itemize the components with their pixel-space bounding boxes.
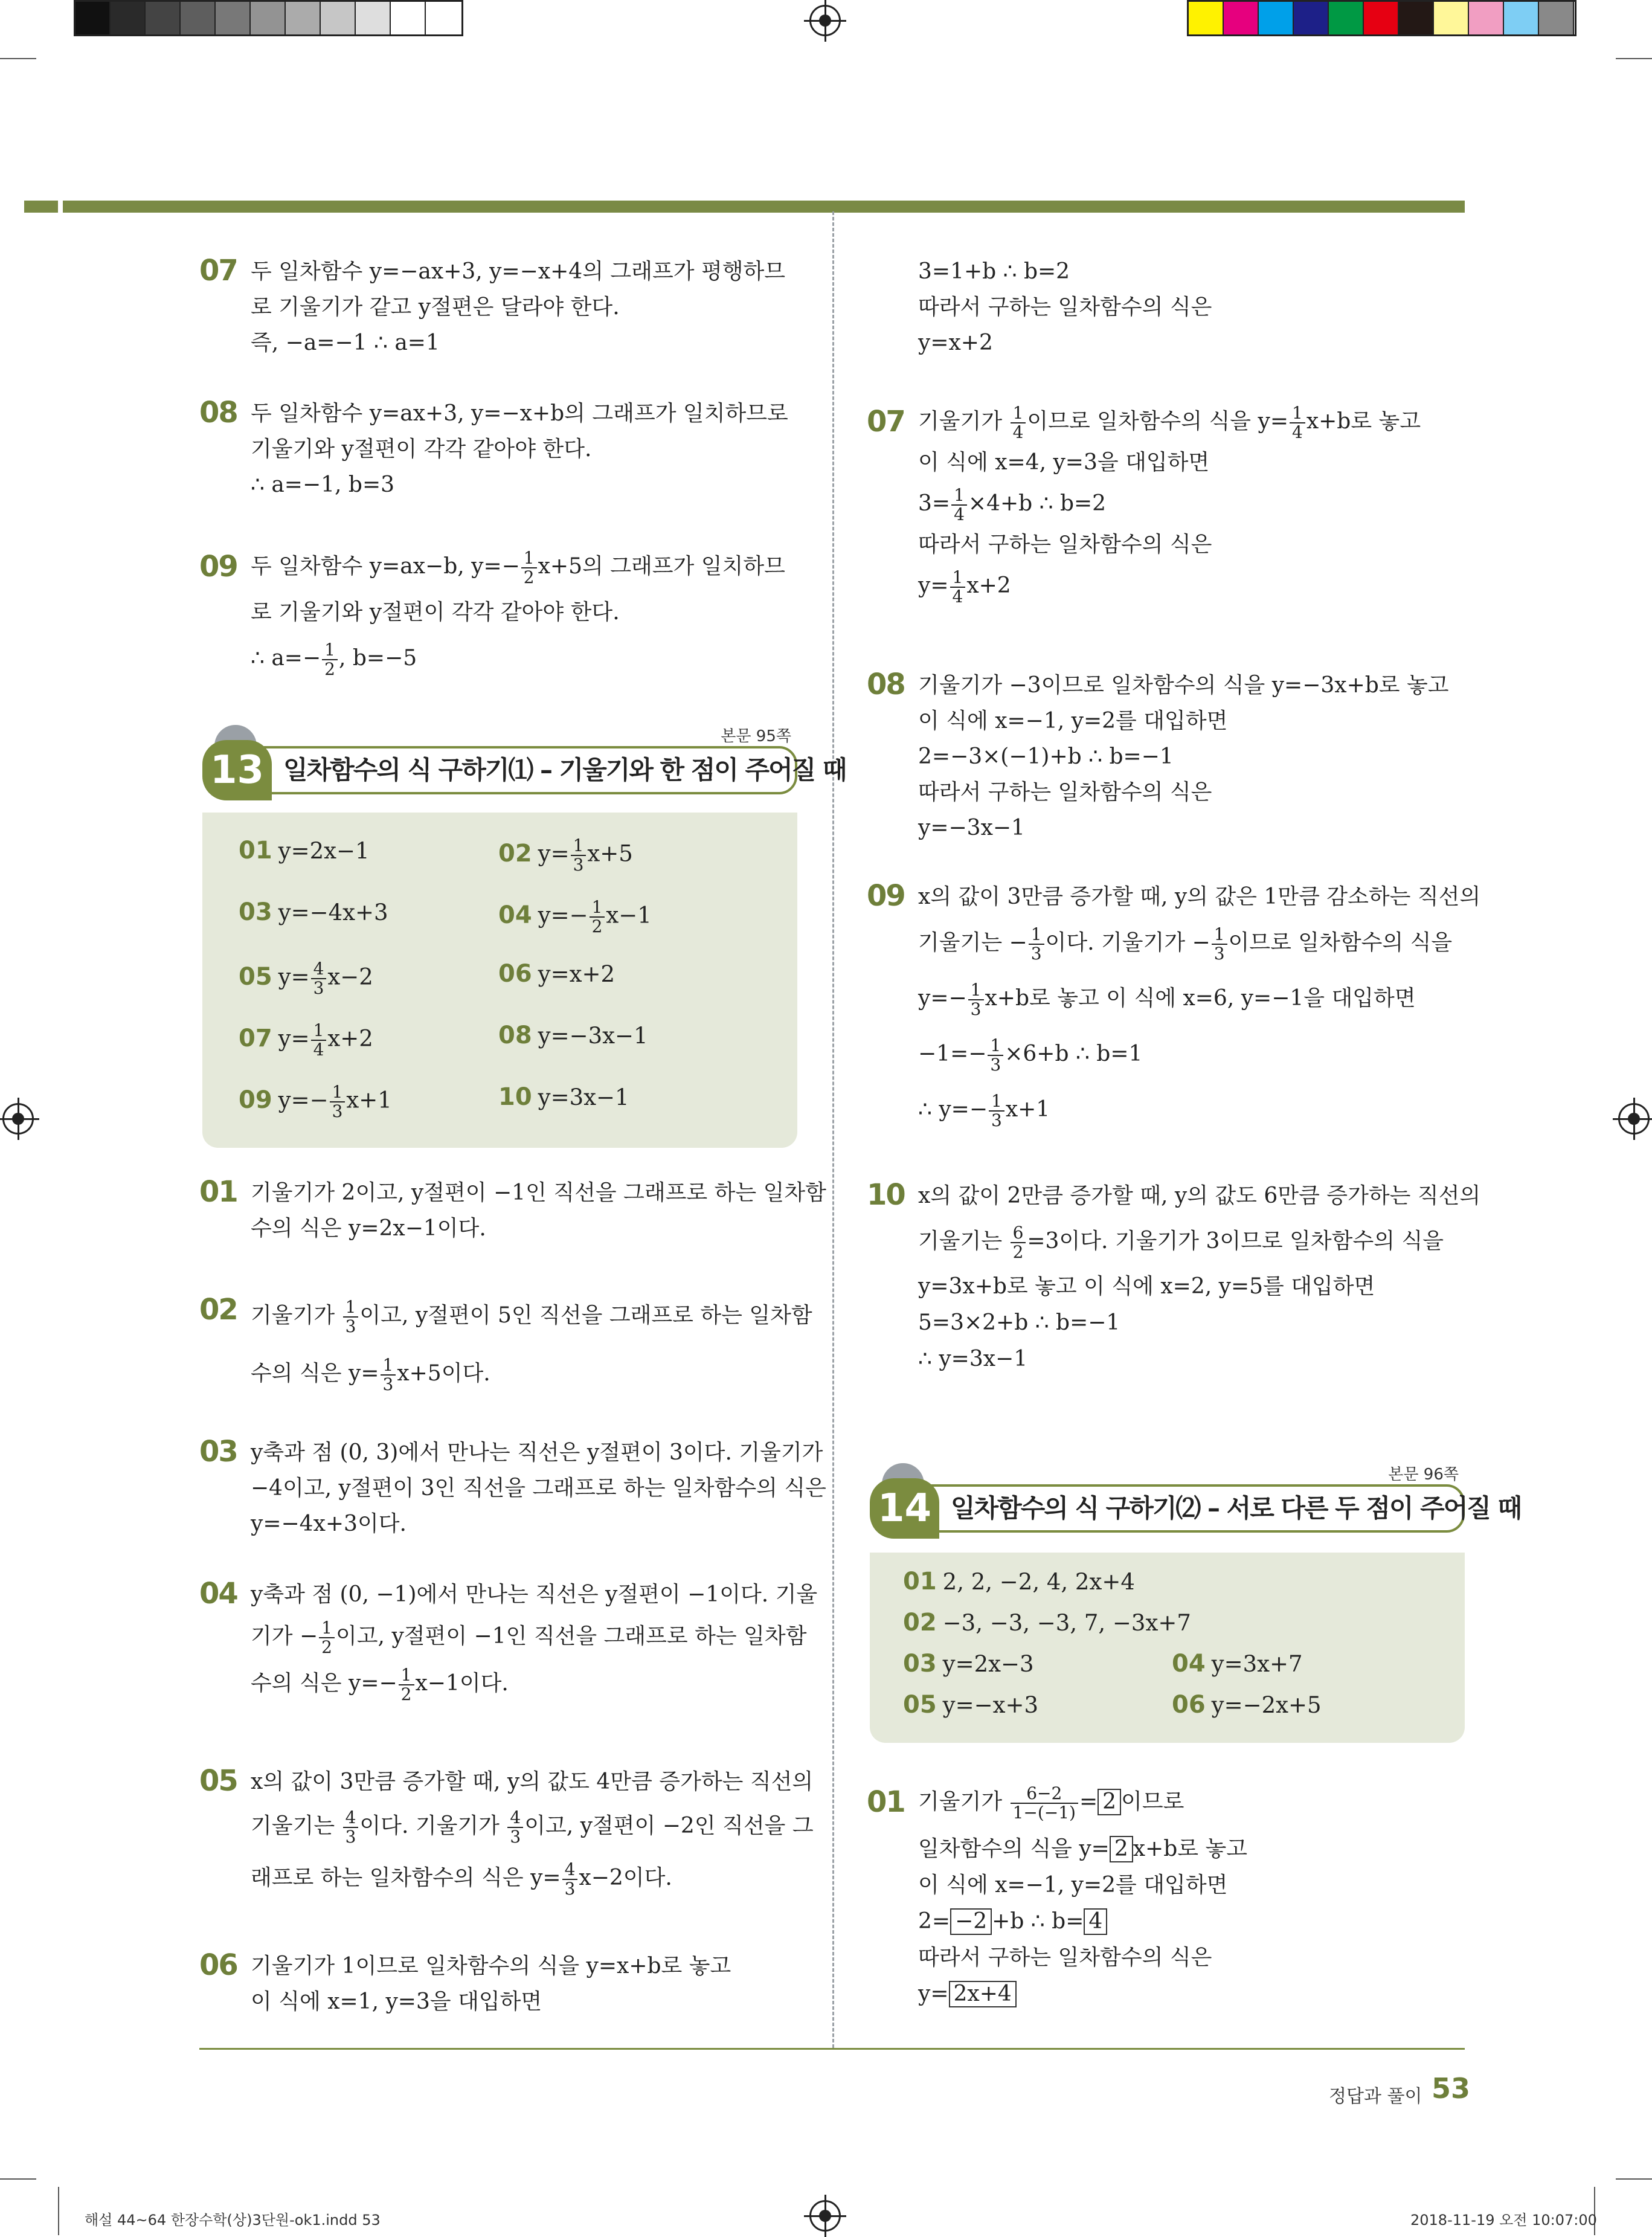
text-line: y=− $\frac{1}{3}$ x+b로 놓고 이 식에 x=6, y=−1을 대입하면 bbox=[918, 980, 1416, 1019]
solution-10 bbox=[867, 1178, 1481, 1377]
answer-number: 08 bbox=[498, 1022, 532, 1049]
answer-number: 02 bbox=[903, 1609, 937, 1637]
color-swatch bbox=[251, 2, 286, 34]
section-number-badge: 14 bbox=[870, 1478, 939, 1539]
solution-03 bbox=[199, 1435, 826, 1542]
text-line: 2= −2 +b ∴ b= 4 bbox=[918, 1904, 1471, 1940]
crop-mark bbox=[0, 2178, 36, 2180]
solution-05 bbox=[199, 1764, 814, 1904]
text-line: 기울기는 $\frac{4}{3}$ 이다. 기울기가 $\frac{4}{3}$ 이고, y절편이 −2인 직선을 그 bbox=[251, 1807, 814, 1847]
answer-number: 06 bbox=[1172, 1691, 1206, 1719]
crop-mark bbox=[0, 58, 36, 59]
text-line: 두 일차함수 y=−ax+3, y=−x+4의 그래프가 평행하므 bbox=[251, 259, 786, 284]
timestamp: 2018-11-19 오전 10:07:00 bbox=[1410, 2212, 1597, 2229]
text-line: −1=− $\frac{1}{3}$ ×6+b ∴ b=1 bbox=[918, 1035, 1143, 1075]
answer-number: 07 bbox=[239, 1024, 272, 1052]
text-line: 2=−3×(−1)+b ∴ b=−1 bbox=[918, 744, 1174, 769]
registration-mark-right bbox=[1618, 1103, 1650, 1135]
answer-text: y= bbox=[278, 1025, 310, 1052]
answer-box-13 bbox=[202, 813, 797, 1148]
text-line: y=x+2 bbox=[918, 330, 993, 355]
problem-number: 08 bbox=[867, 668, 905, 701]
text-line: 따라서 구하는 일차함수의 식은 bbox=[918, 295, 1212, 320]
text-line: 기울기가 −3이므로 일차함수의 식을 y=−3x+b로 놓고 bbox=[918, 673, 1449, 698]
crop-mark bbox=[1616, 58, 1652, 59]
text-line: y축과 점 (0, −1)에서 만나는 직선은 y절편이 −1이다. 기울 bbox=[251, 1582, 818, 1607]
answer-item bbox=[903, 1650, 1034, 1678]
answer-text: x−1 bbox=[606, 902, 652, 929]
text-line: 3=1+b ∴ b=2 bbox=[918, 259, 1070, 284]
answer-item bbox=[498, 1083, 629, 1111]
solution-06 bbox=[199, 1948, 797, 2020]
text-line: y=3x+b로 놓고 이 식에 x=2, y=5를 대입하면 bbox=[918, 1274, 1375, 1299]
color-swatch bbox=[391, 2, 426, 34]
answer-item bbox=[498, 1022, 648, 1049]
problem-number: 07 bbox=[199, 254, 237, 288]
text-line: 로 기울기와 y절편이 각각 같아야 한다. bbox=[251, 600, 620, 625]
page-reference: 본문 95쪽 bbox=[721, 727, 791, 745]
text-line: 이 식에 x=−1, y=2를 대입하면 bbox=[918, 709, 1228, 733]
registration-mark-left bbox=[2, 1103, 34, 1135]
crop-mark bbox=[1616, 2178, 1652, 2180]
color-swatch bbox=[1259, 2, 1294, 34]
text-line: ∴ y=3x−1 bbox=[918, 1347, 1028, 1371]
answer-box: −2 bbox=[950, 1908, 992, 1935]
answer-number: 04 bbox=[1172, 1650, 1206, 1678]
text-line: 기울기가 $\frac{1}{4}$ 이므로 일차함수의 식을 y= $\frac{1}{4}$ x+b로 놓고 bbox=[918, 403, 1421, 442]
answer-item bbox=[903, 1691, 1038, 1719]
text-line: y=−3x−1 bbox=[918, 816, 1025, 840]
answer-number: 02 bbox=[498, 839, 532, 867]
answer-number: 03 bbox=[903, 1650, 937, 1678]
cmyk-color-bar bbox=[1187, 0, 1576, 36]
column-divider bbox=[832, 211, 834, 2048]
problem-number: 10 bbox=[867, 1178, 905, 1212]
color-swatch bbox=[181, 2, 216, 34]
section-13-header bbox=[202, 713, 846, 816]
text-line: y= 2x+4 bbox=[918, 1976, 1471, 2012]
answer-item: 07 y= $\frac{1}{4}$ x+2 bbox=[239, 1020, 373, 1060]
color-swatch bbox=[76, 2, 111, 34]
color-swatch bbox=[1434, 2, 1469, 34]
answer-number: 10 bbox=[498, 1083, 532, 1111]
text-line: 수의 식은 y=2x−1이다. bbox=[251, 1216, 486, 1241]
text-line: ∴ a=−1, b=3 bbox=[251, 472, 395, 497]
problem-number: 02 bbox=[199, 1293, 237, 1327]
solution-01 bbox=[867, 1773, 1471, 2012]
answer-item: 04 y=− $\frac{1}{2}$ x−1 bbox=[498, 897, 652, 936]
text-line: 따라서 구하는 일차함수의 식은 bbox=[918, 532, 1212, 557]
answer-number: 06 bbox=[498, 960, 532, 988]
bottom-rule bbox=[199, 2048, 1465, 2050]
text-line: 이 식에 x=1, y=3을 대입하면 bbox=[251, 1989, 542, 2014]
section-title: 일차함수의 식 구하기⑵ – 서로 다른 두 점이 주어질 때 bbox=[924, 1484, 1465, 1533]
answer-item bbox=[903, 1609, 1191, 1637]
section-14-header bbox=[870, 1451, 1522, 1554]
answer-number: 01 bbox=[903, 1568, 937, 1595]
text-line: ∴ a=− $\frac{1}{2}$ , b=−5 bbox=[251, 640, 417, 679]
text-line: x의 값이 3만큼 증가할 때, y의 값도 4만큼 증가하는 직선의 bbox=[251, 1769, 814, 1794]
problem-number: 01 bbox=[867, 1785, 905, 1819]
problem-number: 01 bbox=[199, 1175, 237, 1209]
crop-mark bbox=[58, 2187, 59, 2235]
solution-07 bbox=[199, 254, 797, 361]
answer-number: 01 bbox=[239, 837, 272, 864]
page-number: 53 bbox=[1432, 2072, 1471, 2105]
text-line: 5=3×2+b ∴ b=−1 bbox=[918, 1310, 1120, 1335]
text-line: 수의 식은 y=− $\frac{1}{2}$ x−1이다. bbox=[251, 1665, 509, 1704]
color-swatch bbox=[321, 2, 356, 34]
text-line: 기울기가 1이므로 일차함수의 식을 y=x+b로 놓고 bbox=[251, 1954, 731, 1978]
answer-box: 4 bbox=[1084, 1908, 1107, 1935]
solution-06-continued bbox=[867, 254, 1471, 361]
problem-number: 09 bbox=[867, 879, 905, 913]
text-line: 로 기울기가 같고 y절편은 달라야 한다. bbox=[251, 295, 620, 320]
answer-box: 2x+4 bbox=[949, 1981, 1017, 2007]
color-swatch bbox=[1539, 2, 1574, 34]
answer-text: y=−3x−1 bbox=[538, 1023, 648, 1049]
answer-text: y=− bbox=[278, 1087, 329, 1113]
answer-item bbox=[1172, 1691, 1322, 1719]
text-line: 수의 식은 y= $\frac{1}{3}$ x+5이다. bbox=[251, 1355, 490, 1394]
answer-box-14 bbox=[870, 1553, 1465, 1743]
text-line: 기울기가 $\frac{6-2}{1-(-1)}$ = 2 이므로 bbox=[918, 1783, 1184, 1823]
problem-number: 08 bbox=[199, 396, 237, 430]
text-line: 따라서 구하는 일차함수의 식은 bbox=[918, 780, 1212, 805]
file-info: 해설 44~64 한장수학(상)3단원-ok1.indd 53 bbox=[85, 2212, 381, 2229]
text-line: y축과 점 (0, 3)에서 만나는 직선은 y절편이 3이다. 기울기가 bbox=[251, 1440, 823, 1465]
text-line: x의 값이 2만큼 증가할 때, y의 값도 6만큼 증가하는 직선의 bbox=[918, 1183, 1481, 1208]
answer-text: 2, 2, −2, 4, 2x+4 bbox=[942, 1569, 1135, 1595]
text-line: 3= $\frac{1}{4}$ ×4+b ∴ b=2 bbox=[918, 485, 1107, 524]
problem-number: 09 bbox=[199, 550, 237, 584]
answer-text: x−2 bbox=[327, 964, 373, 990]
page-label: 정답과 풀이 bbox=[1329, 2086, 1422, 2107]
answer-item bbox=[239, 837, 370, 864]
answer-number: 05 bbox=[239, 962, 272, 991]
answer-item bbox=[1172, 1650, 1303, 1678]
text-line: 두 일차함수 y=ax+3, y=−x+b의 그래프가 일치하므로 bbox=[251, 401, 788, 426]
answer-text: y=3x−1 bbox=[538, 1084, 629, 1110]
color-swatch bbox=[356, 2, 391, 34]
solution-08 bbox=[199, 396, 797, 503]
answer-text: y=−2x+5 bbox=[1211, 1692, 1322, 1718]
answer-item: 02 y= $\frac{1}{3}$ x+5 bbox=[498, 835, 633, 875]
problem-number: 03 bbox=[199, 1435, 237, 1469]
text-line: x의 값이 3만큼 증가할 때, y의 값은 1만큼 감소하는 직선의 bbox=[918, 884, 1481, 909]
color-swatch bbox=[1399, 2, 1434, 34]
solution-08 bbox=[867, 668, 1471, 846]
answer-item bbox=[498, 960, 615, 988]
page-reference: 본문 96쪽 bbox=[1388, 1466, 1459, 1484]
answer-text: y=3x+7 bbox=[1211, 1651, 1303, 1677]
text-line: 기가 − $\frac{1}{2}$ 이고, y절편이 −1인 직선을 그래프로 하는 일차함 bbox=[251, 1618, 807, 1657]
answer-number: 04 bbox=[498, 901, 532, 929]
text-line: 기울기와 y절편이 각각 같아야 한다. bbox=[251, 437, 592, 462]
answer-item bbox=[903, 1568, 1135, 1595]
text-line: −4이고, y절편이 3인 직선을 그래프로 하는 일차함수의 식은 bbox=[251, 1476, 826, 1501]
answer-item: 05 y= $\frac{4}{3}$ x−2 bbox=[239, 959, 373, 998]
color-swatch bbox=[1504, 2, 1539, 34]
text-line: 기울기는 $\frac{6}{2}$ =3이다. 기울기가 3이므로 일차함수의 식을 bbox=[918, 1223, 1444, 1262]
solution-09 bbox=[867, 879, 1481, 1138]
color-swatch bbox=[1189, 2, 1224, 34]
text-line: 일차함수의 식을 y= 2 x+b로 놓고 bbox=[918, 1836, 1248, 1861]
answer-text: y=−x+3 bbox=[942, 1692, 1038, 1718]
answer-number: 03 bbox=[239, 898, 272, 926]
answer-number: 09 bbox=[239, 1086, 272, 1114]
text-line: 기울기는 − $\frac{1}{3}$ 이다. 기울기가 − $\frac{1}{3}$ 이므로 일차함수의 식을 bbox=[918, 924, 1453, 964]
text-line: 래프로 하는 일차함수의 식은 y= $\frac{4}{3}$ x−2이다. bbox=[251, 1859, 672, 1899]
text-line: 이 식에 x=−1, y=2를 대입하면 bbox=[918, 1873, 1228, 1897]
problem-number: 04 bbox=[199, 1577, 237, 1611]
color-swatch bbox=[111, 2, 146, 34]
answer-number: 05 bbox=[903, 1691, 937, 1719]
text-line: 즉, −a=−1 ∴ a=1 bbox=[251, 330, 440, 355]
answer-text: x+5 bbox=[587, 840, 633, 867]
color-swatch bbox=[1329, 2, 1364, 34]
solution-02 bbox=[199, 1287, 812, 1403]
answer-text: y=2x−1 bbox=[278, 838, 370, 864]
answer-text: x+1 bbox=[346, 1087, 392, 1113]
section-number-badge: 13 bbox=[202, 740, 272, 800]
header-bar bbox=[24, 201, 1465, 213]
solution-04 bbox=[199, 1577, 818, 1707]
solution-07 bbox=[867, 399, 1471, 609]
answer-text: y=− bbox=[538, 902, 588, 929]
answer-text: y= bbox=[538, 840, 570, 867]
text-line: 두 일차함수 y=ax−b, y=− $\frac{1}{2}$ x+5의 그래프가 일치하므 bbox=[251, 548, 785, 587]
answer-text: −3, −3, −3, 7, −3x+7 bbox=[942, 1610, 1191, 1636]
color-swatch bbox=[216, 2, 251, 34]
text-line: y= $\frac{1}{4}$ x+2 bbox=[918, 567, 1011, 607]
color-swatch bbox=[1364, 2, 1399, 34]
solution-01 bbox=[199, 1175, 826, 1246]
problem-number: 05 bbox=[199, 1764, 237, 1798]
problem-number: 06 bbox=[199, 1948, 237, 1982]
answer-text: x+2 bbox=[327, 1025, 373, 1052]
text-line: y=−4x+3이다. bbox=[251, 1511, 407, 1536]
answer-item bbox=[239, 898, 388, 926]
grayscale-color-bar bbox=[74, 0, 463, 36]
text-line: 이 식에 x=4, y=3을 대입하면 bbox=[918, 450, 1210, 475]
problem-number: 07 bbox=[867, 405, 905, 439]
color-swatch bbox=[1469, 2, 1504, 34]
text-line: 기울기가 $\frac{1}{3}$ 이고, y절편이 5인 직선을 그래프로 하는 일차함 bbox=[251, 1297, 812, 1336]
registration-mark-top bbox=[809, 5, 841, 36]
text-line: 따라서 구하는 일차함수의 식은 bbox=[918, 1945, 1212, 1970]
answer-text: y=2x−3 bbox=[942, 1651, 1034, 1677]
solution-09 bbox=[199, 544, 797, 681]
answer-box: 2 bbox=[1098, 1789, 1121, 1815]
color-swatch bbox=[1294, 2, 1329, 34]
header-bar-gap bbox=[58, 201, 63, 213]
answer-text: y= bbox=[278, 964, 310, 990]
section-title: 일차함수의 식 구하기⑴ – 기울기와 한 점이 주어질 때 bbox=[257, 746, 797, 794]
text-line: ∴ y=− $\frac{1}{3}$ x+1 bbox=[918, 1091, 1050, 1130]
color-swatch bbox=[146, 2, 181, 34]
registration-mark-bottom bbox=[809, 2200, 841, 2232]
answer-item: 09 y=− $\frac{1}{3}$ x+1 bbox=[239, 1082, 392, 1121]
text-line: 기울기가 2이고, y절편이 −1인 직선을 그래프로 하는 일차함 bbox=[251, 1180, 826, 1205]
color-swatch bbox=[1224, 2, 1259, 34]
answer-text: y=x+2 bbox=[538, 961, 615, 987]
answer-box: 2 bbox=[1110, 1836, 1133, 1862]
answer-text: y=−4x+3 bbox=[278, 900, 388, 925]
color-swatch bbox=[286, 2, 321, 34]
